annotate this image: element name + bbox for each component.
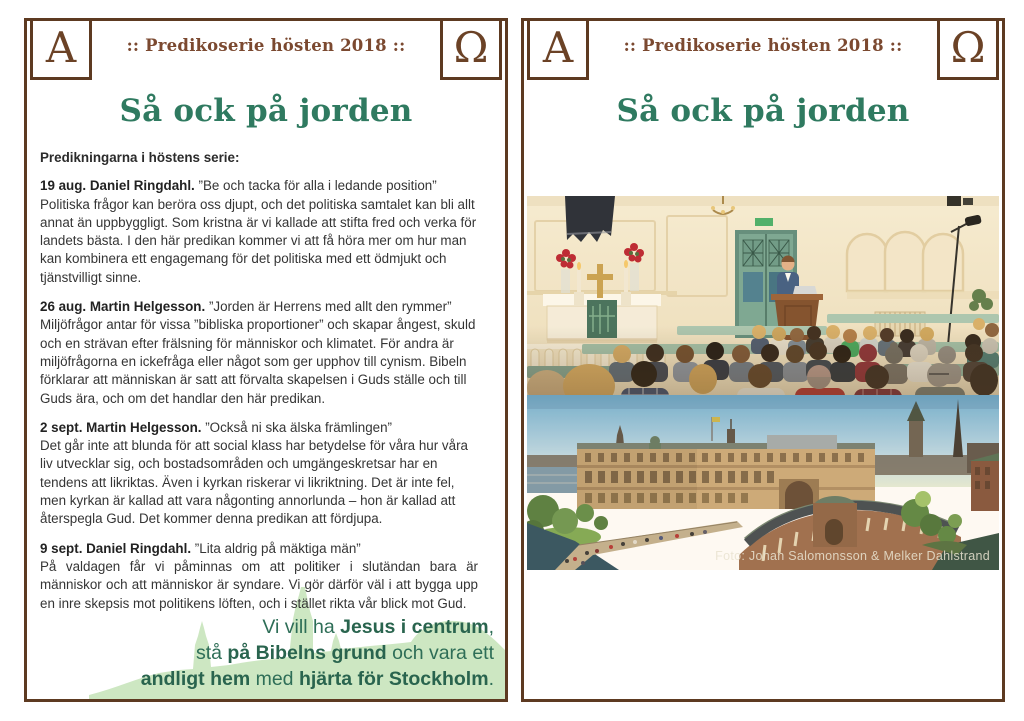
series-label: :: Predikoserie hösten 2018 :: xyxy=(623,36,903,55)
sermon-description: Det går inte att blunda för att social klass har betydelse för våra hur våra liv utvecklar sig, och bostadsområden och umgängeskretsar har en tendens att likriktas. Även i kyrkan riskerar vi likriktning. Det är inte fel, men kyrkan är kallad att vara någonting annorlunda – hon är kallad att återspegla Gud. Det kommer denna predikan att fördjupa. xyxy=(40,438,468,527)
photo-credit: Foto: Johan Salomonsson & Melker Dahlstrand xyxy=(715,549,990,563)
page-title: Så ock på jorden xyxy=(616,93,910,129)
intro-line: Predikningarna i höstens serie: xyxy=(40,150,240,165)
sermon-description: Miljöfrågor antar för vissa ”bibliska proportioner” och skapar ångest, skuld och en strävan efter frälsning för människor och klimatet. För andra är miljöfrågorna en ickefråga eller något som ger upphov till cynism. Bibeln förklarar att människan är satt att förvalta skapelsen i Guds ställe och till Guds ära, och om det handlar den här predikan. xyxy=(40,317,476,406)
photo-stack xyxy=(527,196,999,570)
vision-text-segment: och vara ett xyxy=(386,642,494,664)
sermon-date-preacher: 2 sept. Martin Helgesson. xyxy=(40,419,202,435)
sermon-title-quote: ”Be och tacka för alla i ledande position” xyxy=(198,178,437,194)
sermon-entry xyxy=(40,419,478,529)
vision-text-segment: hjärta för Stockholm xyxy=(298,668,489,690)
omega-icon xyxy=(440,18,502,80)
page-title: Så ock på jorden xyxy=(119,93,413,129)
sermon-entry xyxy=(40,298,478,408)
alpha-letter: A xyxy=(45,23,77,72)
vision-text-segment: på Bibelns grund xyxy=(227,642,387,664)
page-left xyxy=(24,18,508,702)
alpha-icon xyxy=(30,18,92,80)
vision-line xyxy=(141,640,494,666)
sermon-list xyxy=(40,149,478,624)
vision-text-segment: . xyxy=(488,668,494,690)
sermon-title-quote: ”Jorden är Herrens med allt den rymmer” xyxy=(208,299,452,315)
vision-text-segment: andligt hem xyxy=(140,668,251,690)
alpha-letter: A xyxy=(542,23,574,72)
vision-text-segment: med xyxy=(250,668,299,690)
vision-text-segment: Vi vill ha xyxy=(262,616,341,638)
church-service-photo xyxy=(527,196,999,395)
vision-line xyxy=(141,614,494,640)
omega-icon xyxy=(937,18,999,80)
sermon-entry xyxy=(40,540,478,613)
alpha-icon xyxy=(527,18,589,80)
sermon-date-preacher: 19 aug. Daniel Ringdahl. xyxy=(40,178,195,194)
sermon-entry xyxy=(40,177,478,287)
sermon-title-quote: ”Lita aldrig på mäktiga män” xyxy=(194,540,361,556)
sermon-date-preacher: 26 aug. Martin Helgesson. xyxy=(40,299,206,315)
sermon-description: På valdagen får vi påminnas om att politiker i slutändan bara är människor och att människor är syndare. Vi gör därför väl i att bygga upp en inre skepsis mot politikens löften, och i stället rikta vår blick mot Gud. xyxy=(40,558,478,611)
omega-letter: Ω xyxy=(453,23,489,72)
vision-statement xyxy=(141,614,494,692)
sermon-date-preacher: 9 sept. Daniel Ringdahl. xyxy=(40,540,192,556)
vision-text-segment: , xyxy=(488,616,494,638)
omega-letter: Ω xyxy=(950,23,986,72)
page-right xyxy=(521,18,1005,702)
vision-text-segment: Jesus i centrum xyxy=(340,616,489,638)
vision-line xyxy=(141,666,494,692)
vision-text-segment: stå xyxy=(195,642,228,664)
sermon-description: Politiska frågor kan beröra oss djupt, och det politiska samtalet kan bli allt annat än uppbyggligt. Som kristna är vi kallade att stifta fred och verka för landets bästa. I den här predikan kommer vi att få höra mer om hur man kan kombinera ett engagemang för det politiska med ett ödmjukt och tjänstvilligt sinne. xyxy=(40,196,477,285)
sermon-title-quote: ”Också ni ska älska främlingen” xyxy=(205,419,393,435)
riksdag-building-photo xyxy=(527,395,999,570)
series-label: :: Predikoserie hösten 2018 :: xyxy=(126,36,406,55)
